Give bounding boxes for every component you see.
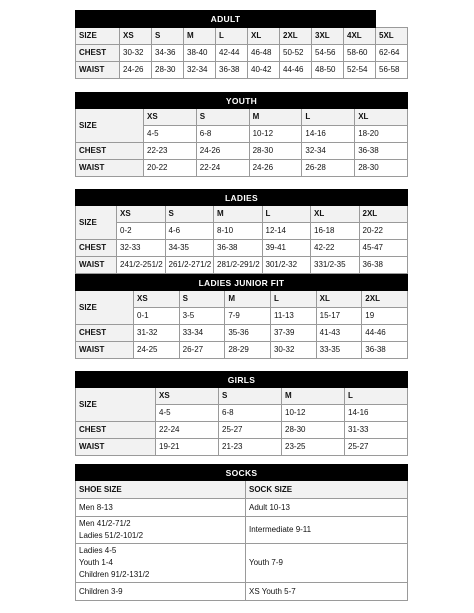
measure-cell: 58-60: [344, 44, 376, 61]
numeric-size-cell: 8-10: [214, 223, 263, 240]
size-cell: L: [262, 206, 311, 223]
numeric-size-cell: 11-13: [270, 308, 316, 325]
size-cell: M: [282, 388, 345, 405]
size-cell: XL: [248, 27, 280, 44]
numeric-size-cell: 6-8: [196, 126, 249, 143]
shoe-size-line: Men 8-13: [79, 502, 113, 512]
size-cell: S: [219, 388, 282, 405]
measure-cell: 50-52: [280, 44, 312, 61]
table-row: [76, 439, 408, 456]
numeric-size-cell: 0-2: [117, 223, 166, 240]
measure-cell: 24-26: [120, 61, 152, 78]
size-cell: 2XL: [362, 291, 408, 308]
measure-cell: 30-32: [270, 342, 316, 359]
socks-title: SOCKS: [76, 465, 408, 481]
size-cell: 3XL: [312, 27, 344, 44]
youth-size-table: [75, 92, 408, 177]
measure-cell: 25-27: [345, 439, 408, 456]
row-label: CHEST: [76, 422, 156, 439]
numeric-size-cell: 18-20: [355, 126, 408, 143]
numeric-size-cell: 12-14: [262, 223, 311, 240]
size-cell: S: [196, 109, 249, 126]
shoe-size-header: SHOE SIZE: [76, 481, 246, 499]
measure-cell: 28-30: [249, 143, 302, 160]
measure-cell: 26-28: [302, 160, 355, 177]
table-row: [76, 544, 408, 583]
measure-cell: 30-32: [120, 44, 152, 61]
measure-cell: 36-38: [214, 240, 263, 257]
measure-cell: 28-30: [152, 61, 184, 78]
girls-title: GIRLS: [76, 372, 408, 388]
shoe-size-cell: [76, 583, 246, 601]
row-label: SIZE: [76, 206, 117, 240]
measure-cell: 42-22: [311, 240, 360, 257]
row-label: CHEST: [76, 44, 120, 61]
measure-cell: 39-41: [262, 240, 311, 257]
table-row: [76, 257, 408, 274]
measure-cell: 37-39: [270, 325, 316, 342]
girls-size-table: [75, 371, 408, 456]
ladies-title: LADIES: [76, 190, 408, 206]
shoe-size-cell: [76, 517, 246, 544]
measure-cell: 33-34: [179, 325, 225, 342]
measure-cell: 36-38: [216, 61, 248, 78]
measure-cell: 32-34: [184, 61, 216, 78]
measure-cell: 31-32: [134, 325, 180, 342]
measure-cell: 26-27: [179, 342, 225, 359]
table-row: [76, 342, 408, 359]
measure-cell: 28-30: [282, 422, 345, 439]
measure-cell: 44-46: [362, 325, 408, 342]
shoe-size-cell: [76, 499, 246, 517]
size-cell: L: [302, 109, 355, 126]
table-row: [76, 143, 408, 160]
measure-cell: 23-25: [282, 439, 345, 456]
measure-cell: 24-26: [249, 160, 302, 177]
sock-size-cell: Youth 7-9: [246, 544, 408, 583]
row-label: CHEST: [76, 143, 144, 160]
adult-size-table: [75, 10, 408, 79]
numeric-size-cell: 3-5: [179, 308, 225, 325]
size-cell: M: [249, 109, 302, 126]
size-cell: 5XL: [376, 27, 408, 44]
row-label: SIZE: [76, 388, 156, 422]
row-label: CHEST: [76, 240, 117, 257]
size-cell: S: [152, 27, 184, 44]
ladies-junior-title: LADIES JUNIOR FIT: [76, 275, 408, 291]
table-row: [76, 223, 408, 240]
measure-cell: 22-24: [196, 160, 249, 177]
numeric-size-cell: 14-16: [302, 126, 355, 143]
ladies-junior-size-table: [75, 274, 408, 359]
numeric-size-cell: 15-17: [316, 308, 362, 325]
table-row: [76, 109, 408, 126]
measure-cell: 22-24: [156, 422, 219, 439]
numeric-size-cell: 10-12: [249, 126, 302, 143]
measure-cell: 19-21: [156, 439, 219, 456]
size-cell: XS: [120, 27, 152, 44]
measure-cell: 38-40: [184, 44, 216, 61]
size-cell: M: [225, 291, 271, 308]
measure-cell: 42-44: [216, 44, 248, 61]
shoe-size-line: Children 91/2-131/2: [79, 570, 150, 579]
shoe-size-line: Ladies 4-5: [79, 546, 117, 555]
row-label: WAIST: [76, 439, 156, 456]
size-cell: 4XL: [344, 27, 376, 44]
row-label: WAIST: [76, 160, 144, 177]
numeric-size-cell: 16-18: [311, 223, 360, 240]
measure-cell: 48-50: [312, 61, 344, 78]
measure-cell: 25-27: [219, 422, 282, 439]
measure-cell: 32-33: [117, 240, 166, 257]
table-row: [76, 325, 408, 342]
size-cell: XS: [156, 388, 219, 405]
socks-size-table: [75, 464, 408, 601]
size-cell: M: [214, 206, 263, 223]
measure-cell: 41-43: [316, 325, 362, 342]
numeric-size-cell: 14-16: [345, 405, 408, 422]
measure-cell: 36-38: [362, 342, 408, 359]
measure-cell: 36-38: [359, 257, 408, 274]
measure-cell: 62-64: [376, 44, 408, 61]
measure-cell: 44-46: [280, 61, 312, 78]
measure-cell: 34-36: [152, 44, 184, 61]
measure-cell: 261/2-271/2: [165, 257, 214, 274]
measure-cell: 46-48: [248, 44, 280, 61]
numeric-size-cell: 7-9: [225, 308, 271, 325]
measure-cell: 20-22: [144, 160, 197, 177]
numeric-size-cell: 6-8: [219, 405, 282, 422]
table-row: [76, 160, 408, 177]
table-row: [76, 291, 408, 308]
sock-size-header: SOCK SIZE: [246, 481, 408, 499]
table-row: [76, 422, 408, 439]
size-cell: S: [179, 291, 225, 308]
row-label: SIZE: [76, 109, 144, 143]
shoe-size-line: Youth 1-4: [79, 558, 113, 567]
measure-cell: 281/2-291/2: [214, 257, 263, 274]
measure-cell: 28-30: [355, 160, 408, 177]
size-cell: XS: [117, 206, 166, 223]
size-cell: XS: [134, 291, 180, 308]
sock-size-cell: Intermediate 9-11: [246, 517, 408, 544]
size-cell: XL: [355, 109, 408, 126]
measure-cell: 241/2-251/2: [117, 257, 166, 274]
row-label: CHEST: [76, 325, 134, 342]
shoe-size-line: Men 41/2-71/2: [79, 519, 131, 528]
size-cell: 2XL: [359, 206, 408, 223]
adult-title: ADULT: [76, 11, 376, 28]
youth-title: YOUTH: [76, 93, 408, 109]
measure-cell: 31-33: [345, 422, 408, 439]
numeric-size-cell: 4-5: [144, 126, 197, 143]
table-row: [76, 481, 408, 499]
sock-size-cell: Adult 10-13: [246, 499, 408, 517]
numeric-size-cell: 4-6: [165, 223, 214, 240]
shoe-size-line: Children 3-9: [79, 586, 123, 596]
measure-cell: 301/2-32: [262, 257, 311, 274]
measure-cell: 36-38: [355, 143, 408, 160]
measure-cell: 331/2-35: [311, 257, 360, 274]
measure-cell: 54-56: [312, 44, 344, 61]
size-cell: 2XL: [280, 27, 312, 44]
size-cell: L: [345, 388, 408, 405]
numeric-size-cell: 19: [362, 308, 408, 325]
measure-cell: 34-35: [165, 240, 214, 257]
measure-cell: 24-25: [134, 342, 180, 359]
size-cell: S: [165, 206, 214, 223]
size-cell: L: [270, 291, 316, 308]
table-row: [76, 388, 408, 405]
table-row: [76, 206, 408, 223]
table-row: [76, 583, 408, 601]
row-label: SIZE: [76, 27, 120, 44]
table-row: [76, 240, 408, 257]
measure-cell: 24-26: [196, 143, 249, 160]
measure-cell: 56-58: [376, 61, 408, 78]
row-label: WAIST: [76, 257, 117, 274]
measure-cell: 40-42: [248, 61, 280, 78]
measure-cell: 32-34: [302, 143, 355, 160]
ladies-size-table: [75, 189, 408, 274]
row-label: WAIST: [76, 342, 134, 359]
size-cell: L: [216, 27, 248, 44]
numeric-size-cell: 20-22: [359, 223, 408, 240]
measure-cell: 52-54: [344, 61, 376, 78]
measure-cell: 35-36: [225, 325, 271, 342]
measure-cell: 28-29: [225, 342, 271, 359]
shoe-size-line: Ladies 51/2-101/2: [79, 531, 144, 540]
table-row: [76, 61, 408, 78]
row-label: WAIST: [76, 61, 120, 78]
measure-cell: 21-23: [219, 439, 282, 456]
measure-cell: 22-23: [144, 143, 197, 160]
table-row: [76, 44, 408, 61]
size-cell: M: [184, 27, 216, 44]
numeric-size-cell: 10-12: [282, 405, 345, 422]
row-label: SIZE: [76, 291, 134, 325]
numeric-size-cell: 0-1: [134, 308, 180, 325]
sock-size-cell: XS Youth 5-7: [246, 583, 408, 601]
numeric-size-cell: 4-5: [156, 405, 219, 422]
shoe-size-cell: [76, 544, 246, 583]
size-cell: XS: [144, 109, 197, 126]
table-row: [76, 517, 408, 544]
size-cell: XL: [311, 206, 360, 223]
table-row: [76, 27, 408, 44]
size-cell: XL: [316, 291, 362, 308]
measure-cell: 33-35: [316, 342, 362, 359]
measure-cell: 45-47: [359, 240, 408, 257]
table-row: [76, 499, 408, 517]
